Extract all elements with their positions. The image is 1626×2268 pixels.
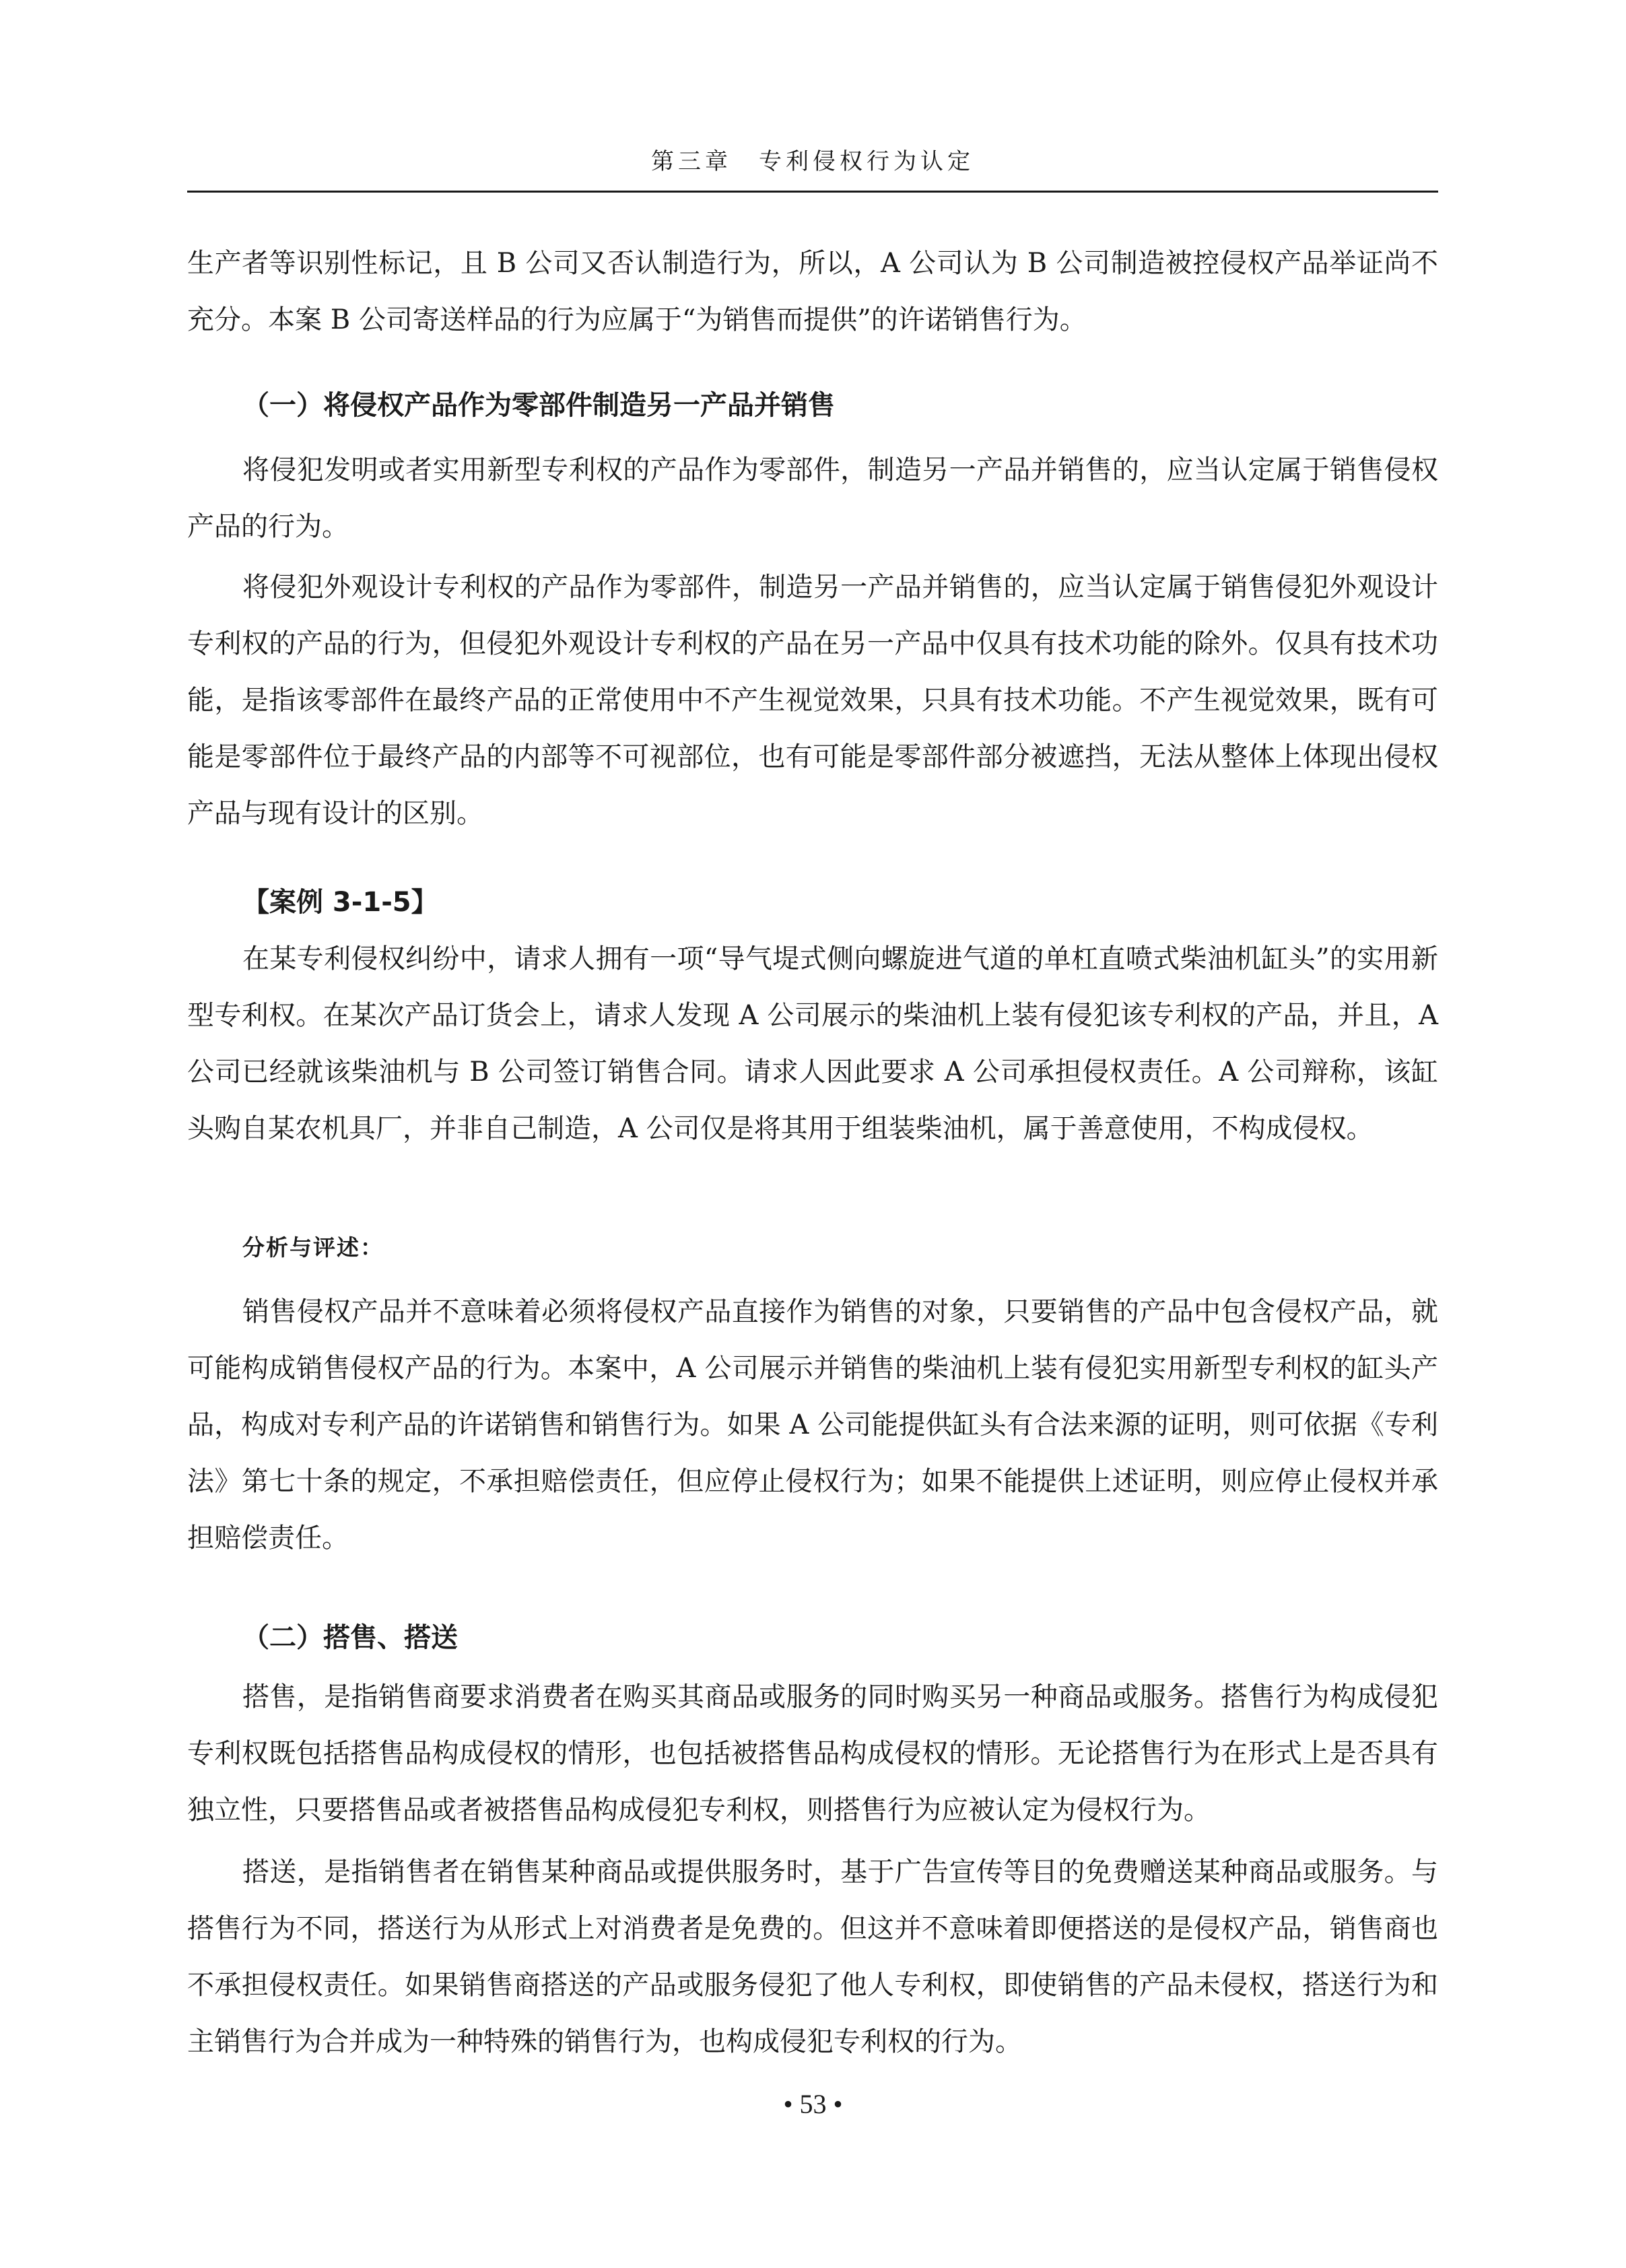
paragraph-continued: 生产者等识别性标记，且 B 公司又否认制造行为，所以，A 公司认为 B 公司制造被控侵权产品举证尚不充分。本案 B 公司寄送样品的行为应属于“为销售而提供”的许诺销售行为。 bbox=[187, 248, 1438, 335]
analysis-text: 销售侵权产品并不意味着必须将侵权产品直接作为销售的对象，只要销售的产品中包含侵权产品，就可能构成销售侵权产品的行为。本案中，A 公司展示并销售的柴油机上装有侵犯实用新型专利权的缸头产品，构成对专利产品的许诺销售和销售行为。如果 A 公司能提供缸头有合法来源的证明，则可依据《专利法》第七十条的规定，不承担赔偿责任，但应停止侵权行为；如果不能提供上述证明，则应停止侵权并承担赔偿责任。 bbox=[187, 1296, 1438, 1554]
paragraph-2a: 搭售，是指销售商要求消费者在购买其商品或服务的同时购买另一种商品或服务。搭售行为构成侵犯专利权既包括搭售品构成侵权的情形，也包括被搭售品构成侵权的情形。无论搭售行为在形式上是否具有独立性，只要搭售品或者被搭售品构成侵犯专利权，则搭售行为应被认定为侵权行为。 bbox=[187, 1681, 1438, 1826]
case-heading: 【案例 3-1-5】 bbox=[242, 887, 438, 918]
analysis-heading: 分析与评述： bbox=[242, 1234, 384, 1261]
header-rule bbox=[187, 191, 1438, 193]
paragraph-1b: 将侵犯外观设计专利权的产品作为零部件，制造另一产品并销售的，应当认定属于销售侵犯外观设计专利权的产品的行为，但侵犯外观设计专利权的产品在另一产品中仅具有技术功能的除外。仅具有技术功能，是指该零部件在最终产品的正常使用中不产生视觉效果，只具有技术功能。不产生视觉效果，既有可能是零部件位于最终产品的内部等不可视部位，也有可能是零部件部分被遮挡，无法从整体上体现出侵权产品与现有设计的区别。 bbox=[187, 572, 1438, 829]
section-heading-2: （二）搭售、搭送 bbox=[242, 1622, 458, 1653]
paragraph-2b: 搭送，是指销售者在销售某种商品或提供服务时，基于广告宣传等目的免费赠送某种商品或服务。与搭售行为不同，搭送行为从形式上对消费者是免费的。但这并不意味着即便搭送的是侵权产品，销售商也不承担侵权责任。如果销售商搭送的产品或服务侵犯了他人专利权，即使销售的产品未侵权，搭送行为和主销售行为合并成为一种特殊的销售行为，也构成侵犯专利权的行为。 bbox=[187, 1857, 1438, 2057]
page-number: • 53 • bbox=[783, 2089, 843, 2119]
paragraph-1a: 将侵犯发明或者实用新型专利权的产品作为零部件，制造另一产品并销售的，应当认定属于销售侵权产品的行为。 bbox=[187, 455, 1438, 542]
running-header: 第三章 专利侵权行为认定 bbox=[651, 148, 974, 175]
section-heading-1: （一）将侵权产品作为零部件制造另一产品并销售 bbox=[242, 390, 835, 421]
case-text: 在某专利侵权纠纷中，请求人拥有一项“导气堤式侧向螺旋进气道的单杠直喷式柴油机缸头”的实用新型专利权。在某次产品订货会上，请求人发现 A 公司展示的柴油机上装有侵犯该专利权的产品，并且，A 公司已经就该柴油机与 B 公司签订销售合同。请求人因此要求 A 公司承担侵权责任。A 公司辩称，该缸头购自某农机具厂，并非自己制造，A 公司仅是将其用于组装柴油机，属于善意使用，不构成侵权。 bbox=[187, 943, 1438, 1144]
